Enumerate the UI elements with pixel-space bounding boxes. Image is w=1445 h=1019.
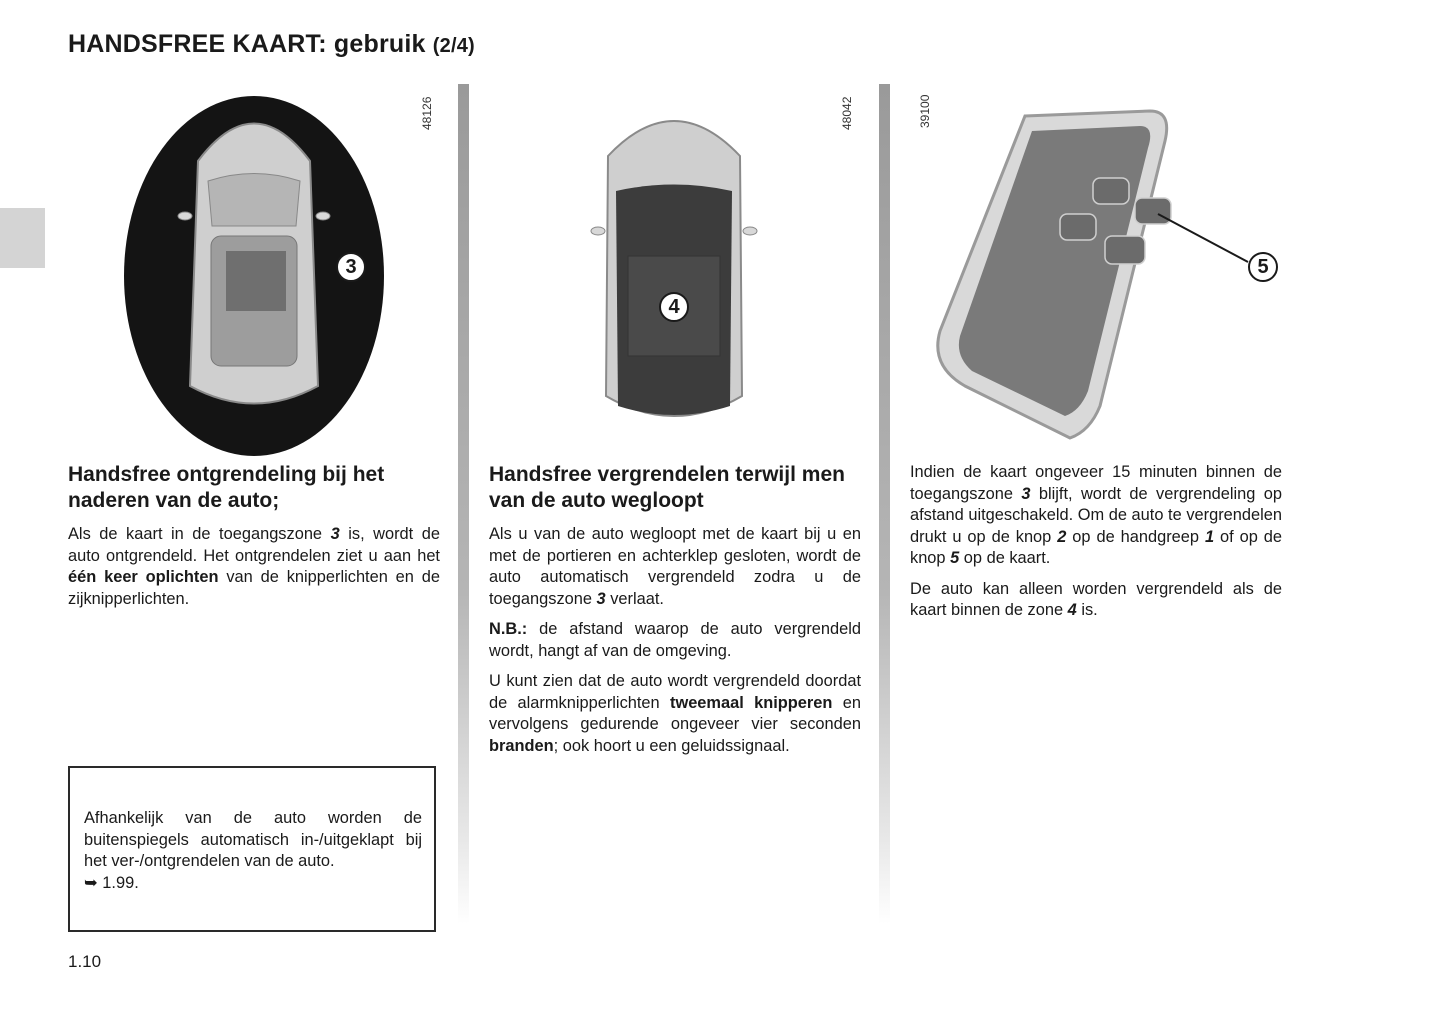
callout-zone-4: 4 xyxy=(659,292,689,322)
column-1 xyxy=(68,462,440,619)
figure-lock-zone xyxy=(488,86,860,456)
note-box xyxy=(68,766,436,932)
column-3 xyxy=(910,462,1282,631)
column-divider xyxy=(458,84,469,924)
paragraph: De auto kan alleen worden vergrendeld als de kaart binnen de zone 4 is. xyxy=(910,579,1282,619)
page-number: 1.10 xyxy=(68,952,102,971)
paragraph: Als u van de auto wegloopt met de kaart bij u en met de portieren en achterklep gesloten, wordt de auto automatisch vergrendeld zodra u de toegangszone 3 verlaat. xyxy=(489,525,861,608)
figure-keycard xyxy=(910,86,1282,456)
lock-button-shape xyxy=(1135,198,1171,224)
callout-button-5: 5 xyxy=(1248,252,1278,282)
column-divider xyxy=(879,84,890,924)
light-button-shape xyxy=(1060,214,1096,240)
unlock-button-shape xyxy=(1093,178,1129,204)
figure-number: 48126 xyxy=(420,96,434,130)
figure-access-zone xyxy=(68,86,440,456)
paragraph: Als de kaart in de toegangszone 3 is, wordt de auto ontgrendeld. Het ontgrendelen ziet u aan het één keer oplichten van de knipperlichten en de zijknipperlichten. xyxy=(68,525,440,608)
figure-number: 48042 xyxy=(840,96,854,130)
trunk-button-shape xyxy=(1105,236,1145,264)
car-top-view-illustration xyxy=(68,86,440,456)
figure-number: 39100 xyxy=(918,94,932,128)
callout-zone-3: 3 xyxy=(336,252,366,282)
car-top-view-illustration xyxy=(488,86,860,456)
keycard-illustration xyxy=(910,86,1282,456)
page-reference: ➥ 1.99. xyxy=(84,873,139,892)
section-heading: Handsfree vergrendelen terwijl men van de auto wegloopt xyxy=(489,463,845,512)
section-heading: Handsfree ontgrendeling bij het naderen van de auto; xyxy=(68,463,385,512)
column-2 xyxy=(489,462,861,766)
section-tab xyxy=(0,208,45,268)
paragraph: Indien de kaart ongeveer 15 minuten binnen de toegangszone 3 blijft, wordt de vergrendeling op afstand uitgeschakeld. Om de auto te vergrendelen drukt u op de knop 2 op de handgreep 1 of op de knop 5 op de kaart. xyxy=(910,463,1282,567)
paragraph-note: N.B.: de afstand waarop de auto vergrendeld wordt, hangt af van de omgeving. xyxy=(489,620,861,660)
page-title xyxy=(68,30,475,59)
paragraph: U kunt zien dat de auto wordt vergrendeld doordat de alarmknipperlichten tweemaal knipperen en vervolgens gedurende ongeveer vier seconden branden; ook hoort u een geluidssignaal. xyxy=(489,672,861,755)
page-title-suffix: (2/4) xyxy=(432,35,475,57)
note-text: Afhankelijk van de auto worden de buitenspiegels automatisch in-/uitgeklapt bij het ver-/ontgrendelen van de auto. ➥ 1.99. xyxy=(84,809,422,892)
page-title-main: HANDSFREE KAART: gebruik xyxy=(68,30,426,58)
